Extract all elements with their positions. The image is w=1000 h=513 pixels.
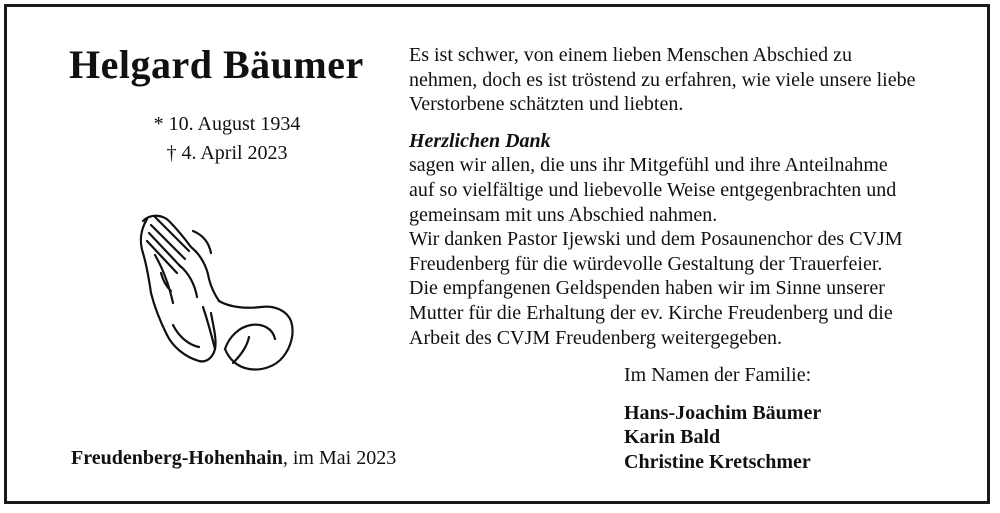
birth-date: * 10. August 1934 [153,113,301,135]
thanks-line: sagen wir allen, die uns ihr Mitgefühl und ihre Anteilnahme [409,154,888,177]
intro-line: Verstorbene schätzten und liebten. [409,93,684,116]
thanks-line: Arbeit des CVJM Freudenberg weitergegeben. [409,326,783,349]
signer-name: Hans-Joachim Bäumer [624,402,822,424]
thanks-line: gemeinsam mit uns Abschied nahmen. [409,203,718,226]
praying-hands-icon [133,207,301,375]
thanks-line: Wir danken Pastor Ijewski und dem Posaunenchor des CVJM [409,228,903,251]
signer-name: Christine Kretschmer [624,450,811,473]
deceased-name: Helgard Bäumer [69,42,364,87]
death-date: † 4. April 2023 [166,142,288,164]
place-location: Freudenberg-Hohenhain [71,447,283,469]
life-dates [127,110,327,168]
obituary-notice [4,4,990,504]
obituary-text [409,43,969,350]
thanks-line: Die empfangenen Geldspenden haben wir im Sinne unserer [409,277,885,300]
thanks-line: Freudenberg für die würdevolle Gestaltung der Trauerfeier. [409,252,883,275]
intro-line: Es ist schwer, von einem lieben Menschen Abschied zu [409,44,852,66]
signature-names [624,401,821,474]
place-and-date [71,447,396,470]
place-date: , im Mai 2023 [282,447,397,469]
signature-intro: Im Namen der Familie: [624,364,812,386]
thanks-line: auf so vielfältige und liebevolle Weise entgegenbrachten und [409,178,897,201]
signer-name: Karin Bald [624,426,721,449]
intro-line: nehmen, doch es ist tröstend zu erfahren, wie viele unsere liebe [409,68,916,91]
thanks-title: Herzlichen Dank [409,129,551,152]
thanks-line: Mutter für die Erhaltung der ev. Kirche Freudenberg und die [409,301,893,324]
